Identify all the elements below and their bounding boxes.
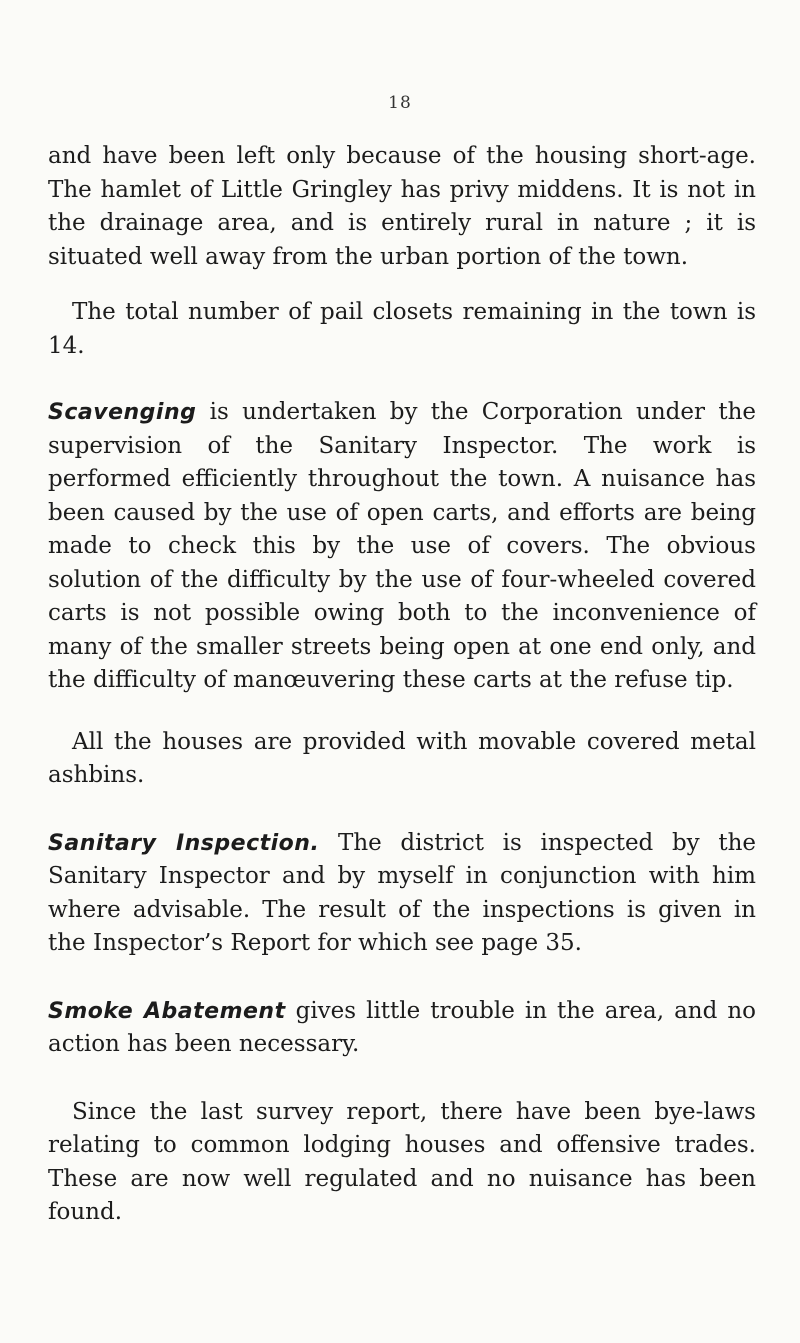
paragraph-smoke-abatement — [48, 995, 756, 1062]
section-heading-scavenging: Scavenging — [48, 400, 197, 425]
paragraph-text: Since the last survey report, there have been bye-laws relating to common lodging houses and offensive trades. These are now well regulated and no nuisance has been found. — [48, 1098, 756, 1225]
paragraph-sanitary-inspection — [48, 827, 756, 961]
paragraph-text: and have been left only because of the housing short-age. The hamlet of Little Gringley has privy middens. It is not in the drainage area, and is entirely rural in nature ; it is situated well away from the urban portion of the town. — [48, 143, 756, 270]
body-text — [48, 140, 756, 1230]
paragraph-ashbins — [48, 726, 756, 793]
paragraph-pail-closets — [48, 296, 756, 363]
paragraph-scavenging — [48, 396, 756, 698]
paragraph-text: The district is inspected by the Sanitary Inspector and by myself in conjunction with him where advisable. The result of the inspections is given in the Inspector’s Report for which see page 35. — [48, 829, 756, 956]
section-heading-smoke-abatement: Smoke Abatement — [48, 998, 286, 1024]
paragraph-housing — [48, 140, 756, 274]
paragraph-text: is undertaken by the Corporation under the supervision of the Sanitary Inspector. The work is performed efficiently throughout the town. A nuisance has been caused by the use of open carts, and efforts are being made to check this by the use of covers. The obvious solution of the difficulty by the use of four-wheeled covered carts is not possible owing both to the inconvenience of many of the smaller streets being open at one end only, and the difficulty of manœuvering these carts at the refuse tip. — [48, 399, 756, 693]
paragraph-text: The total number of pail closets remaining in the town is 14. — [48, 299, 756, 359]
page-number: 18 — [388, 93, 412, 113]
paragraph-text: gives little trouble in the area, and no action has been necessary. — [48, 997, 756, 1057]
section-heading-sanitary-inspection: Sanitary Inspection. — [48, 830, 320, 856]
paragraph-bye-laws — [48, 1096, 756, 1230]
paragraph-text: All the houses are provided with movable covered metal ashbins. — [48, 728, 756, 788]
